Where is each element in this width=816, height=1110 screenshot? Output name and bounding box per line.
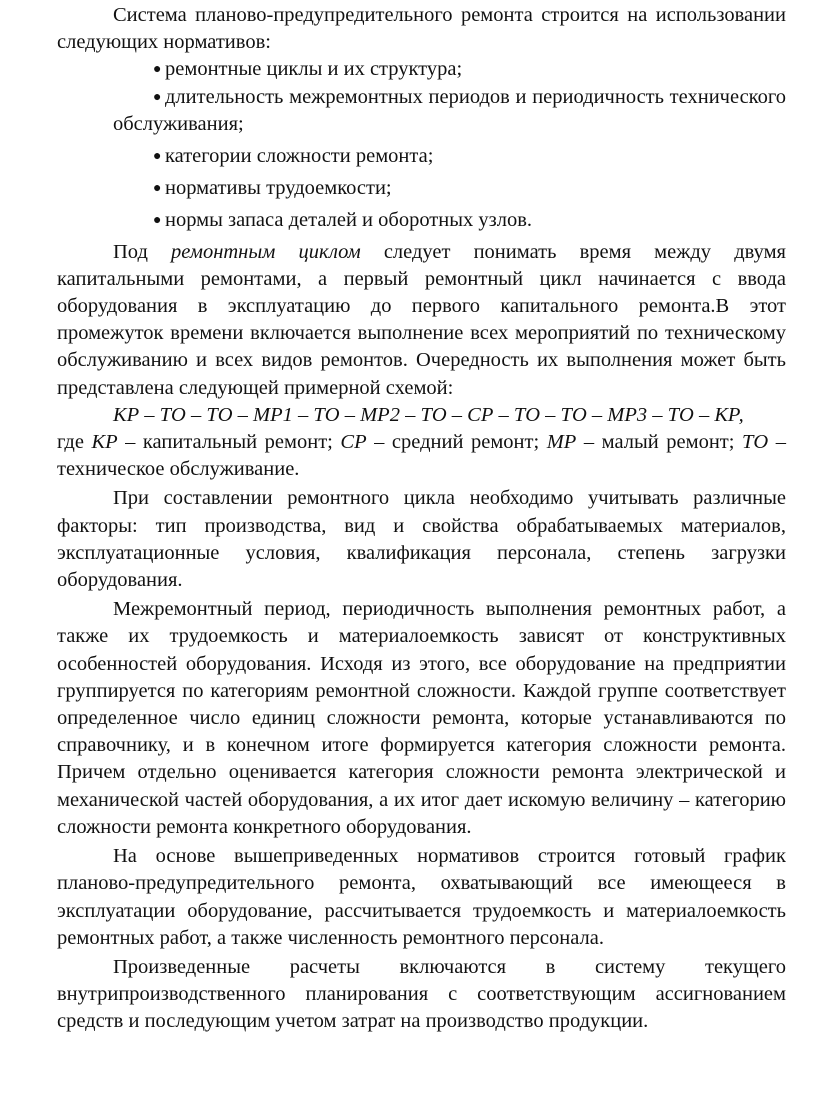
bullet-icon: ● xyxy=(153,62,162,78)
list-item: ● ремонтные циклы и их структура; xyxy=(153,56,786,83)
abbreviation-legend: где КР – капитальный ремонт; СР – средний ремонт; МР – малый ремонт; ТО – техническое обслуживание. xyxy=(57,431,786,481)
schedule-paragraph: На основе вышеприведенных нормативов строится готовый график планово-предупредительного ремонта, охватывающий все имеющееся в эксплуатации оборудование, рассчитывается трудоемкость и материалоемкость ремонтных работ, а также численность ремонтного персонала. xyxy=(57,845,786,949)
norms-list xyxy=(57,56,786,234)
list-item: ● нормы запаса деталей и оборотных узлов. xyxy=(153,207,786,234)
term-repair-cycle: ремонтным циклом xyxy=(171,240,361,263)
bullet-icon: ● xyxy=(153,181,162,197)
factors-paragraph: При составлении ремонтного цикла необходимо учитывать различные факторы: тип производства, вид и свойства обрабатываемых материалов, эксплуатационные условия, квалификация персонала, степень загрузки оборудования. xyxy=(57,487,786,592)
list-item: ● категории сложности ремонта; xyxy=(153,143,786,170)
bullet-icon: ● xyxy=(153,89,162,105)
repair-cycle-paragraph: Под ремонтным циклом следует понимать время между двумя капитальными ремонтами, а первый ремонтный цикл начинается с ввода оборудования в эксплуатацию до первого капитального ремонта.В этот промежуток времени включается выполнение всех мероприятий по техническому обслуживанию и всех видов ремонтов. Очередность их выполнения может быть представлена следующей примерной схемой: xyxy=(57,240,786,399)
repair-cycle-formula: КР – ТО – ТО – МР1 – ТО – МР2 – ТО – СР – ТО – ТО – МР3 – ТО – КР, xyxy=(113,403,744,426)
planning-paragraph: Произведенные расчеты включаются в систему текущего внутрипроизводственного планирования с соответствующим ассигнованием средств и последующим учетом затрат на производство продукции. xyxy=(57,955,786,1033)
intro-paragraph: Система планово-предупредительного ремонта строится на использовании следующих нормативов: xyxy=(57,4,786,54)
list-item: ● нормативы трудоемкости; xyxy=(153,175,786,202)
complexity-paragraph: Межремонтный период, периодичность выполнения ремонтных работ, а также их трудоемкость и материалоемкость зависят от конструктивных особенностей оборудования. Исходя из этого, все оборудование на предприятии группируется по категориям ремонтной сложности. Каждой группе соответствует определенное число единиц сложности ремонта, которые устанавливаются по справочнику, и в конечном итоге формируется категория сложности ремонта. Причем отдельно оценивается категория сложности ремонта электрической и механической частей оборудования, а их итог дает искомую величину – категорию сложности ремонта конкретного оборудования. xyxy=(57,598,786,838)
bullet-icon: ● xyxy=(153,149,162,165)
list-item: ● длительность межремонтных периодов и периодичность технического обслуживания; xyxy=(113,85,786,135)
bullet-icon: ● xyxy=(153,213,162,229)
